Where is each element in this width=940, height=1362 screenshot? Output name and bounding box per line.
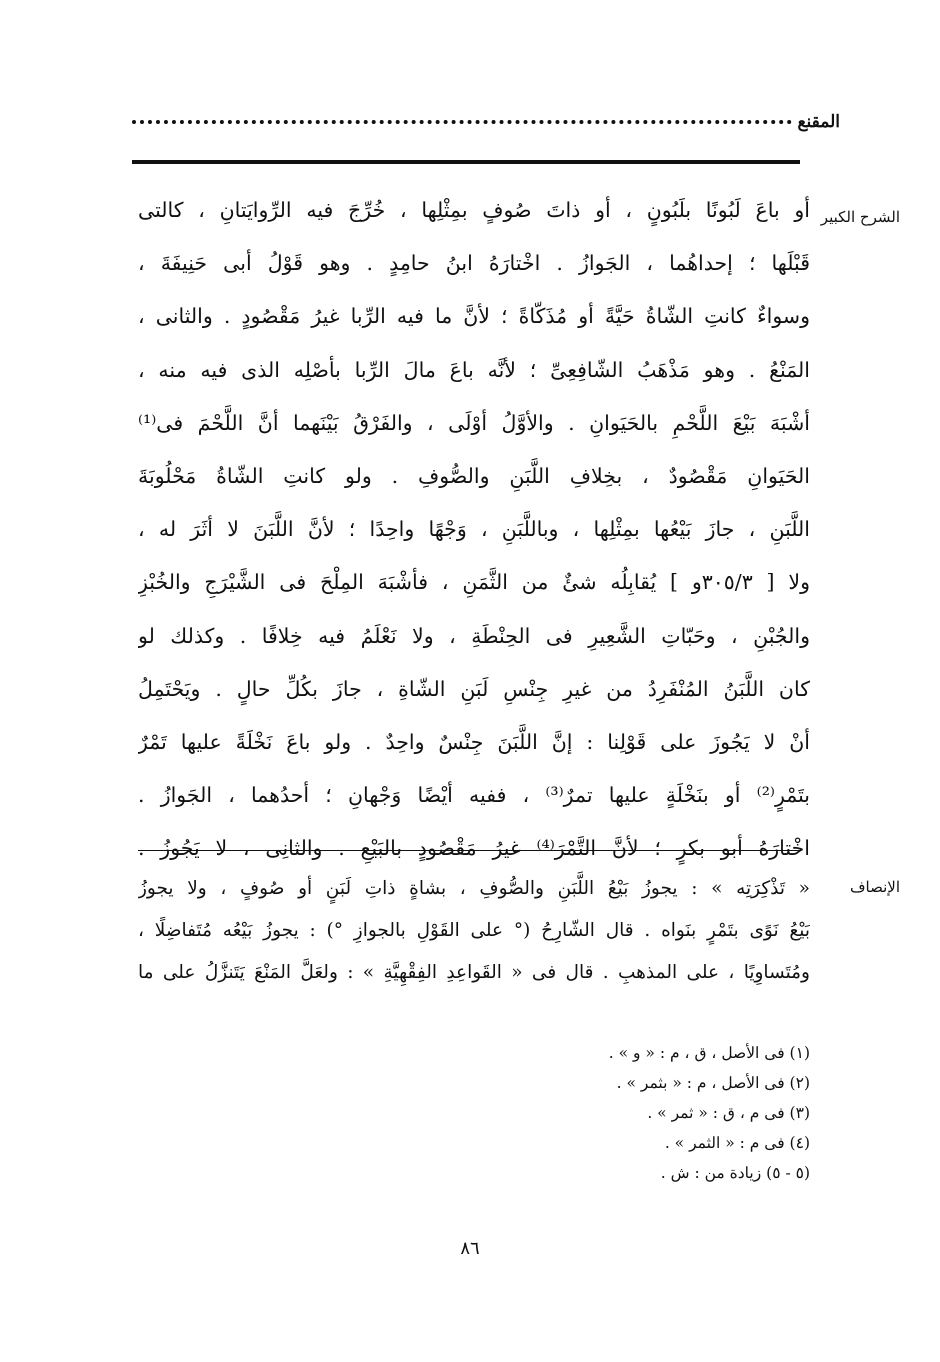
- insaf-text-line: بَيْعُ نَوًى بتَمْرٍ بنَواه . قال الشّارِحُ (° على القَوْلِ بالجوازِ °) : يجوزُ بَيْعُه مُتَفاضِلًا ،: [138, 920, 810, 941]
- main-text-line: ولا [ ٣٠٥/٣و ] يُقابِلُه شئٌ من الثَّمَنِ ، فأشْبَهَ المِلْحَ فى الشَّيْرَجِ والخُبْزِ: [138, 570, 810, 595]
- main-text-line: أنْ لا يَجُوزَ على قَوْلِنا : إنَّ اللَّبَنَ جِنْسٌ واحِدٌ . ولو باعَ نَخْلَةً عليها تَمْرٌ: [138, 730, 810, 755]
- main-text-line: وسواءٌ كانتِ الشّاةُ حَيَّةً أو مُذَكّاةً ؛ لأنَّ ما فيه الرِّبا غيرُ مَقْصُودٍ . والثانى ،: [138, 304, 810, 329]
- footnotes: [609, 1038, 810, 1188]
- footnote: (١) فى الأصل ، ق ، م : « و » .: [608, 1044, 810, 1062]
- main-text-line: اخْتارَهُ أبو بكرٍ ؛ لأنَّ التَّمْرَ⁽⁴⁾ غيرُ مَقْصُودٍ بالبَيْعِ . والثانِى ، لا يَجُوزُ .: [138, 836, 810, 861]
- main-text-line: بتَمْرٍ⁽²⁾ أو بنَخْلَةٍ عليها تمرٌ⁽³⁾ ، ففيه أيْضًا وَجْهانِ ؛ أحدُهما ، الجَوازُ .: [138, 783, 810, 808]
- main-text-line: الحَيَوانِ مَقْصُودٌ ، بخِلافِ اللَّبَنِ والصُّوفِ . ولو كانتِ الشّاةُ مَحْلُوبَةَ: [138, 464, 810, 489]
- main-text-line: أشْبَهَ بَيْعَ اللَّحْمِ بالحَيَوانِ . والأوَّلُ أوْلَى ، والفَرْقُ بَيْنَهما أنَّ اللَّحْمَ فى⁽¹⁾: [138, 410, 810, 435]
- insaf-text-line: ومُتَساوِيًا ، على المذهبِ . قال فى « القَواعِدِ الفِقْهِيَّةِ » : ولعَلَّ المَنْعَ يَتَنزَّلُ على ما: [138, 962, 810, 983]
- section-label-sharh: الشرح الكبير: [820, 208, 900, 226]
- footnote: (٥ - ٥) زيادة من : ش .: [660, 1164, 810, 1182]
- insaf-text-line: « تَذْكِرَتِه » : يجوزُ بَيْعُ اللَّبَنِ والصُّوفِ ، بشاةٍ ذاتِ لَبَنٍ أو صُوفٍ ، ولا يجوزُ: [138, 878, 810, 899]
- header-rule: [132, 160, 800, 164]
- main-text-line: كان اللَّبَنُ المُنْفَرِدُ من غيرِ جِنْسِ لَبَنِ الشّاةِ ، جازَ بكُلِّ حالٍ . ويَحْتَمِلُ: [138, 676, 810, 701]
- footnote: (٣) فى م ، ق : « ثمر » .: [647, 1104, 810, 1122]
- footnote: (٤) فى م : « الثمر » .: [664, 1134, 810, 1152]
- page-number: ٨٦: [460, 1238, 480, 1259]
- header-dotted-leader: [132, 120, 792, 124]
- main-text-line: المَنْعُ . وهو مَذْهَبُ الشّافِعِىِّ ؛ لأنَّه باعَ مالَ الرِّبا بأصْلِه الذى فيه منه ،: [138, 357, 810, 382]
- insaf-text: [138, 868, 810, 994]
- main-commentary-text: [138, 184, 810, 876]
- main-text-line: اللَّبَنِ ، جازَ بَيْعُها بمِثْلِها ، وباللَّبَنِ ، وَجْهًا واحِدًا ؛ لأنَّ اللَّبَنَ لا أثَرَ له ،: [138, 517, 810, 542]
- main-text-line: والجُبْنِ ، وحَبّاتِ الشَّعِيرِ فى الحِنْطَةِ ، ولا نَعْلَمُ فيه خِلافًا . وكذلك لو: [138, 623, 810, 648]
- main-text-line: أو باعَ لَبُونًا بلَبُونٍ ، أو ذاتَ صُوفٍ بمِثْلِها ، خُرِّجَ فيه الرِّوايَتانِ ، كالتى: [138, 198, 810, 222]
- book-title: المقنع: [797, 112, 840, 132]
- section-label-insaf: الإنصاف: [849, 878, 900, 896]
- page-header: [130, 112, 840, 142]
- main-text-line: قَبْلَها ؛ إحداهُما ، الجَوازُ . اخْتارَهُ ابنُ حامِدٍ . وهو قَوْلُ أبى حَنِيفَةَ ،: [138, 251, 810, 276]
- footnote: (٢) فى الأصل ، م : « بثمر » .: [616, 1074, 810, 1092]
- section-divider: [138, 850, 800, 851]
